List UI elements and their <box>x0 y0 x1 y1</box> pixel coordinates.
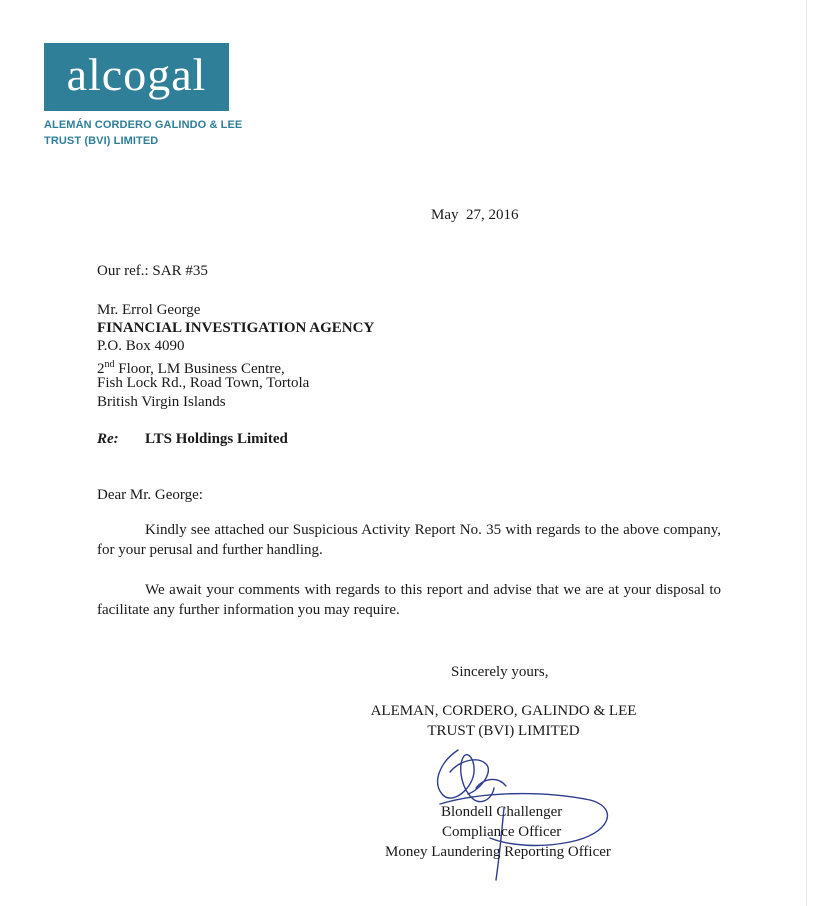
valediction: Sincerely yours, <box>451 664 549 680</box>
company-name-line2: TRUST (BVI) LIMITED <box>44 135 159 147</box>
body-paragraph-1: Kindly see attached our Suspicious Activity Report No. 35 with regards to the above company, for your perusal and further handling. <box>97 522 721 558</box>
signatory-title-2: Money Laundering Reporting Officer <box>385 844 611 860</box>
signatory-title-1: Compliance Officer <box>442 824 562 840</box>
recipient-agency: FINANCIAL INVESTIGATION AGENCY <box>97 320 375 336</box>
subject-text: LTS Holdings Limited <box>145 431 288 447</box>
salutation: Dear Mr. George: <box>97 487 203 503</box>
firm-name-line1: ALEMAN, CORDERO, GALINDO & LEE <box>370 703 637 719</box>
logo-text: alcogal <box>66 48 207 100</box>
floor-suffix: nd <box>104 359 115 370</box>
company-name-line1: ALEMÁN CORDERO GALINDO & LEE <box>44 119 243 131</box>
recipient-name: Mr. Errol George <box>97 302 201 318</box>
recipient-address-line1: P.O. Box 4090 <box>97 338 185 354</box>
floor-rest: Floor, LM Business Centre, <box>114 361 285 377</box>
signatory-name: Blondell Challenger <box>441 804 563 820</box>
company-logo <box>44 43 229 111</box>
firm-name-line2: TRUST (BVI) LIMITED <box>427 723 580 739</box>
subject-label: Re: <box>97 431 119 447</box>
body-paragraph-2: We await your comments with regards to this report and advise that we are at your disposal to facilitate any further information you may require. <box>97 582 721 618</box>
letter-date: May 27, 2016 <box>431 207 519 223</box>
reference-number: Our ref.: SAR #35 <box>97 263 208 279</box>
recipient-address-line4: British Virgin Islands <box>97 394 226 410</box>
recipient-address-line3: Fish Lock Rd., Road Town, Tortola <box>97 375 310 391</box>
floor-number: 2 <box>97 361 105 377</box>
